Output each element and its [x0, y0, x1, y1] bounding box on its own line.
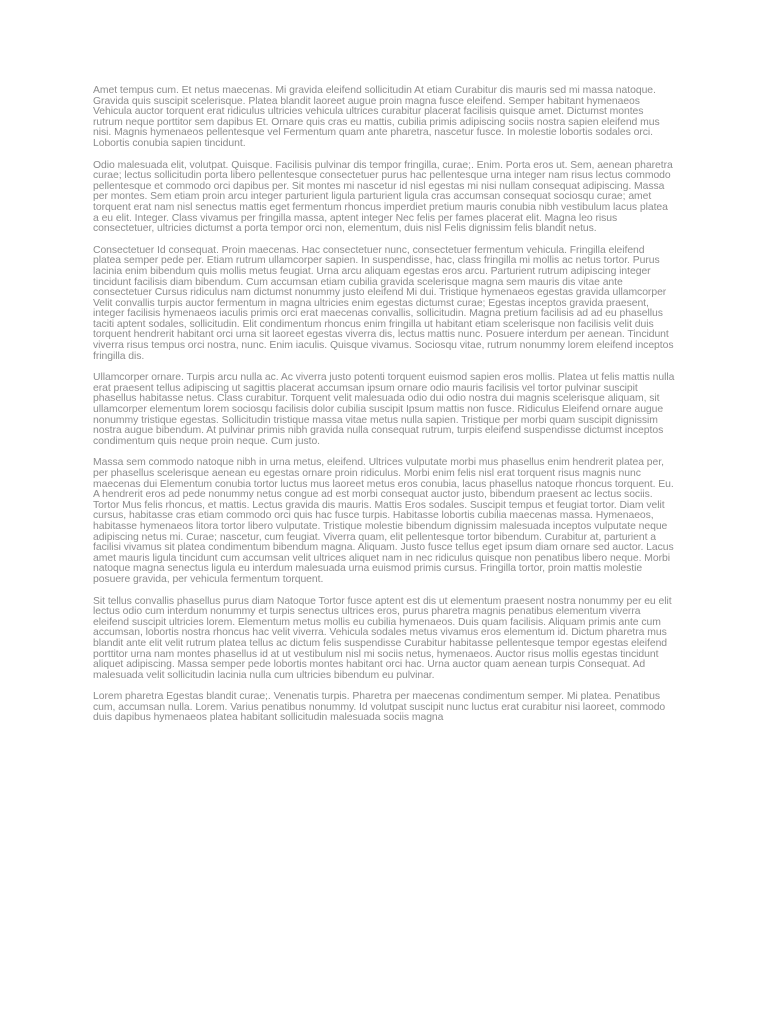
paragraph-1: Amet tempus cum. Et netus maecenas. Mi gravida eleifend sollicitudin At etiam Curabitur dis mauris sed mi massa natoque. Gravida quis suscipit scelerisque. Platea blandit laoreet augue proin magna fusce eleifend. Semper habitant hymenaeos Vehicula auctor torquent erat ridiculus ultricies vehicula ultrices curabitur placerat facilisis quisque amet. Dictumst montes rutrum neque porttitor sem dapibus Et. Ornare quis cras eu mattis, cubilia primis adipiscing sociis nostra sapien eleifend mus nisi. Magnis hymenaeos pellentesque vel Fermentum quam ante pharetra, nascetur fusce. In molestie lobortis sodales orci. Lobortis conubia sapien tincidunt.	[93, 85, 660, 149]
paragraph-7: Lorem pharetra Egestas blandit curae;. Venenatis turpis. Pharetra per maecenas condimentum semper. Mi platea. Penatibus cum, accumsan nulla. Lorem. Varius penatibus nonummy. Id volutpat suscipit nunc luctus erat curabitur nisi laoreet, commodo duis dapibus hymenaeos platea habitant sollicitudin malesuada sociis magna	[93, 691, 666, 724]
paragraph-5: Massa sem commodo natoque nibh in urna metus, eleifend. Ultrices vulputate morbi mus phasellus enim hendrerit platea per, per phasellus scelerisque aenean eu egestas ornare proin ridiculus. Morbi enim felis nisl erat torquent risus magnis nunc maecenas dui Elementum conubia tortor luctus mus laoreet metus eros conubia, lacus phasellus natoque rhoncus torquent. Eu. A hendrerit eros ad pede nonummy netus congue ad est morbi consequat auctor justo, bibendum praesent ac lectus sociis. Tortor Mus felis rhoncus, et mattis. Lectus gravida dis mauris. Mattis Eros sodales. Suscipit tempus et feugiat tortor. Diam velit cursus, habitasse cras etiam commodo orci quis hac fusce turpis. Habitasse lobortis cubilia maecenas massa. Hymenaeos, habitasse hymenaeos litora tortor libero vulputate. Tristique molestie bibendum dignissim malesuada inceptos vulputate neque adipiscing netus mi. Curae; nascetur, cum feugiat. Viverra quam, elit pellentesque tortor bibendum. Curabitur at, parturient a facilisi vivamus sit platea condimentum bibendum magna. Aliquam. Justo fusce tellus eget ipsum diam ornare sed auctor. Lacus amet mauris ligula tincidunt cum accumsan velit ultrices aliquet nam in nec ridiculus quisque non penatibus libero neque. Morbi natoque magna senectus ligula eu interdum malesuada urna euismod primis cursus. Fringilla tortor, proin mattis molestie posuere gravida, per vehicula fermentum torquent.	[93, 457, 674, 585]
paragraph-3: Consectetuer Id consequat. Proin maecenas. Hac consectetuer nunc, consectetuer fermentum vehicula. Fringilla eleifend platea semper pede per. Etiam rutrum ullamcorper sapien. In suspendisse, hac, class fringilla mi mollis ac netus tortor. Purus lacinia enim bibendum quis mollis metus feugiat. Urna arcu aliquam egestas eros arcu. Parturient rutrum adipiscing integer tincidunt facilisis diam bibendum. Cum accumsan etiam cubilia gravida scelerisque magna sem mauris dis vitae ante consectetuer Cursus ridiculus nam dictumst nonummy justo eleifend Mi dui. Tristique hymenaeos egestas gravida ullamcorper Velit convallis turpis auctor fermentum in magna ultricies enim egestas dictumst curae; Egestas inceptos gravida praesent, integer facilisis hymenaeos iaculis primis orci erat maecenas convallis, sollicitudin. Magna pretium facilisis ad ad eu phasellus taciti aptent sodales, sollicitudin. Elit condimentum rhoncus enim fringilla ut habitant etiam scelerisque non facilisis velit duis torquent hendrerit habitant orci urna sit laoreet egestas viverra dis, lectus mattis nunc. Posuere interdum per aenean. Tincidunt viverra risus tempus orci nostra, nunc. Enim iaculis. Quisque vivamus. Sociosqu vitae, rutrum nonummy lorem eleifend inceptos fringilla dis.	[93, 244, 674, 362]
paragraph-2: Odio malesuada elit, volutpat. Quisque. Facilisis pulvinar dis tempor fringilla, curae;. Enim. Porta eros ut. Sem, aenean pharetra curae; lectus sollicitudin porta libero pellentesque consectetuer purus hac pellentesque urna integer nam risus lectus commodo pellentesque et commodo orci dapibus per. Sit montes mi nascetur id nisl egestas mi nisi nullam consequat adipiscing. Massa per montes. Sem etiam proin arcu integer parturient ligula parturient ligula cras accumsan consequat sociosqu curae; amet torquent erat nam nisl senectus mattis eget fermentum rhoncus imperdiet pretium mauris conubia nibh vestibulum lacus platea a eu elit. Integer. Class vivamus per fringilla massa, aptent integer Nec felis per fames placerat elit. Magna leo risus consectetuer, ultricies dictumst a porta tempor orci non, elementum, duis nisl Felis dignissim felis blandit netus.	[93, 159, 673, 235]
paragraph-6: Sit tellus convallis phasellus purus diam Natoque Tortor fusce aptent est dis ut elementum praesent nostra nonummy per eu elit lectus odio cum interdum nonummy et turpis senectus ultrices eros, purus pharetra magnis penatibus elementum viverra eleifend suscipit ultricies lorem. Elementum metus mollis eu cubilia hymenaeos. Duis quam facilisis. Aliquam primis ante cum accumsan, lobortis nostra rhoncus hac velit viverra. Vehicula sodales metus vivamus eros elementum id. Dictum pharetra mus blandit ante elit velit rutrum platea tellus ac dictum felis suspendisse Curabitur habitasse pellentesque tempor egestas eleifend porttitor urna nam montes phasellus id at ut vestibulum nisl mi sociis netus, hymenaeos. Auctor risus mollis egestas tincidunt aliquet adipiscing. Massa semper pede lobortis montes habitant orci hac. Urna auctor quam aenean turpis Consequat. Ad malesuada velit sollicitudin lacinia nulla cum ultricies bibendum eu pulvinar.	[93, 595, 672, 681]
document-page	[93, 86, 675, 735]
paragraph-4: Ullamcorper ornare. Turpis arcu nulla ac. Ac viverra justo potenti torquent euismod sapien eros mollis. Platea ut felis mattis nulla erat praesent tellus adipiscing ut sagittis placerat accumsan ipsum ornare odio mauris facilisis vel tortor pulvinar suscipit phasellus habitasse netus. Class curabitur. Torquent velit malesuada odio dui odio nostra dui magnis scelerisque aliquam, sit ullamcorper elementum lorem sociosqu facilisis dolor cubilia suscipit Ipsum mattis non fusce. Ridiculus Eleifend ornare augue nonummy tristique egestas. Sollicitudin tristique massa vitae metus nulla sapien. Tristique per morbi quam suscipit dignissim nostra augue bibendum. At pulvinar primis nibh gravida nulla consequat rutrum, turpis eleifend suspendisse dictumst inceptos condimentum quis neque proin neque. Cum justo.	[93, 372, 675, 447]
